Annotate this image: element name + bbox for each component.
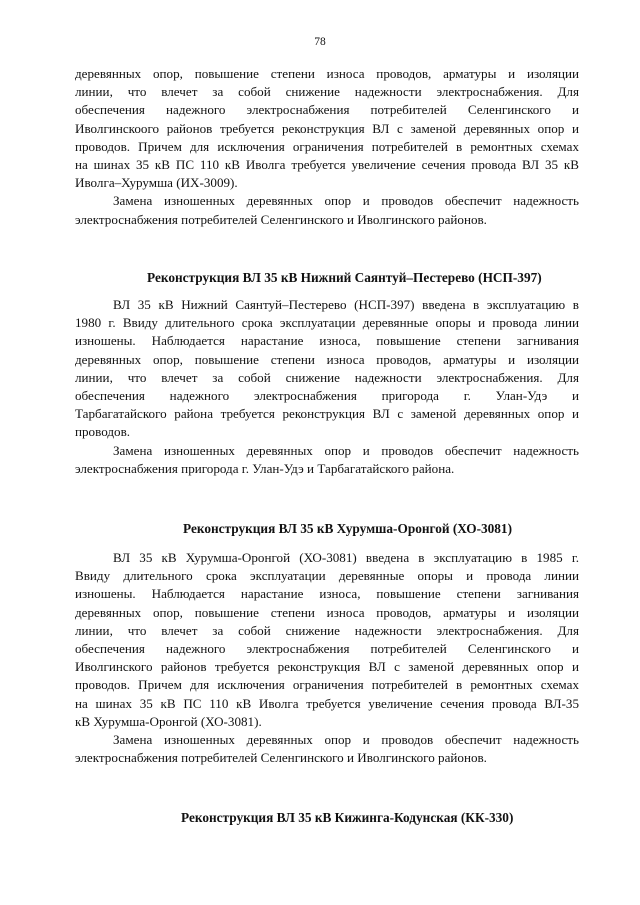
- text-line: электроснабжения потребителей Селенгинского и Иволгинского районов.: [75, 211, 487, 227]
- text-line: кВ Хурумша-Оронгой (ХО-3081).: [75, 713, 262, 729]
- text-line: деревянных опор, повышение степени износа проводов, арматуры и изоляции: [75, 66, 579, 81]
- text-line: линии, что влечет за собой снижение надежности электроснабжения. Для: [75, 84, 579, 100]
- text-line: 1980 г. Ввиду длительного срока эксплуатации деревянные опоры и провода линии: [75, 315, 579, 331]
- text-line: ВЛ 35 кВ Нижний Саянтуй–Пестерево (НСП-397) введена в эксплуатацию в: [113, 297, 579, 312]
- text-line: Замена изношенных деревянных опор и проводов обеспечит надежность: [113, 442, 579, 458]
- section-heading: Реконструкция ВЛ 35 кВ Хурумша-Оронгой (ХО-3081): [183, 521, 513, 536]
- paragraph-block-2: [75, 296, 579, 478]
- text-line: Замена изношенных деревянных опор и проводов обеспечит надежность: [113, 193, 579, 209]
- text-line: проводов. Причем для исключения ограничения потребителей в ремонтных схемах: [75, 138, 579, 154]
- paragraph-block-3: [75, 549, 579, 767]
- text-line: электроснабжения пригорода г. Улан-Удэ и Тарбагатайского района.: [75, 460, 455, 476]
- text-line: деревянных опор, повышение степени износа проводов, арматуры и изоляции: [75, 351, 579, 367]
- text-line: на шинах 35 кВ ПС 110 кВ Иволга требуется увеличение сечения провода ВЛ 35 кВ: [75, 156, 579, 172]
- paragraph-block-1: [75, 65, 579, 229]
- page-number: 78: [314, 36, 326, 48]
- text-line: Тарбагатайского района требуется реконструкция ВЛ с заменой деревянных опор и: [75, 406, 579, 422]
- text-line: обеспечения надежного электроснабжения пригорода г. Улан-Удэ и: [75, 387, 579, 403]
- text-line: проводов. Причем для исключения ограничения потребителей в ремонтных схемах: [75, 677, 579, 693]
- text-line: линии, что влечет за собой снижение надежности электроснабжения. Для: [75, 369, 579, 385]
- text-line: Иволгинскоого районов требуется реконструкция ВЛ с заменой деревянных опор и: [75, 120, 579, 136]
- text-line: Иволга–Хурумша (ИХ-3009).: [75, 175, 238, 191]
- text-line: Иволгинского районов требуется реконструкция ВЛ с заменой деревянных опор и: [75, 659, 579, 675]
- text-line: деревянных опор, повышение степени износа проводов, арматуры и изоляции: [75, 604, 579, 620]
- text-line: Ввиду длительного срока эксплуатации деревянные опоры и провода линии: [75, 568, 579, 584]
- text-line: Замена изношенных деревянных опор и проводов обеспечит надежность: [113, 731, 579, 747]
- text-line: ВЛ 35 кВ Хурумша-Оронгой (ХО-3081) введена в эксплуатацию в 1985 г.: [113, 550, 579, 565]
- text-line: на шинах 35 кВ ПС 110 кВ Иволга требуется увеличение сечения провода ВЛ-35: [75, 695, 579, 711]
- text-line: изношены. Наблюдается нарастание износа, повышение степени загнивания: [75, 586, 579, 602]
- text-line: линии, что влечет за собой снижение надежности электроснабжения. Для: [75, 622, 579, 638]
- section-heading: Реконструкция ВЛ 35 кВ Кижинга-Кодунская (КК-330): [181, 810, 514, 825]
- text-line: обеспечения надежного электроснабжения потребителей Селенгинского и: [75, 640, 579, 656]
- text-line: обеспечения надежного электроснабжения потребителей Селенгинского и: [75, 102, 579, 118]
- text-line: электроснабжения потребителей Селенгинского и Иволгинского районов.: [75, 750, 487, 766]
- section-heading: Реконструкция ВЛ 35 кВ Нижний Саянтуй–Пестерево (НСП-397): [147, 270, 542, 285]
- text-line: изношены. Наблюдается нарастание износа, повышение степени загнивания: [75, 333, 579, 349]
- text-line: проводов.: [75, 424, 131, 440]
